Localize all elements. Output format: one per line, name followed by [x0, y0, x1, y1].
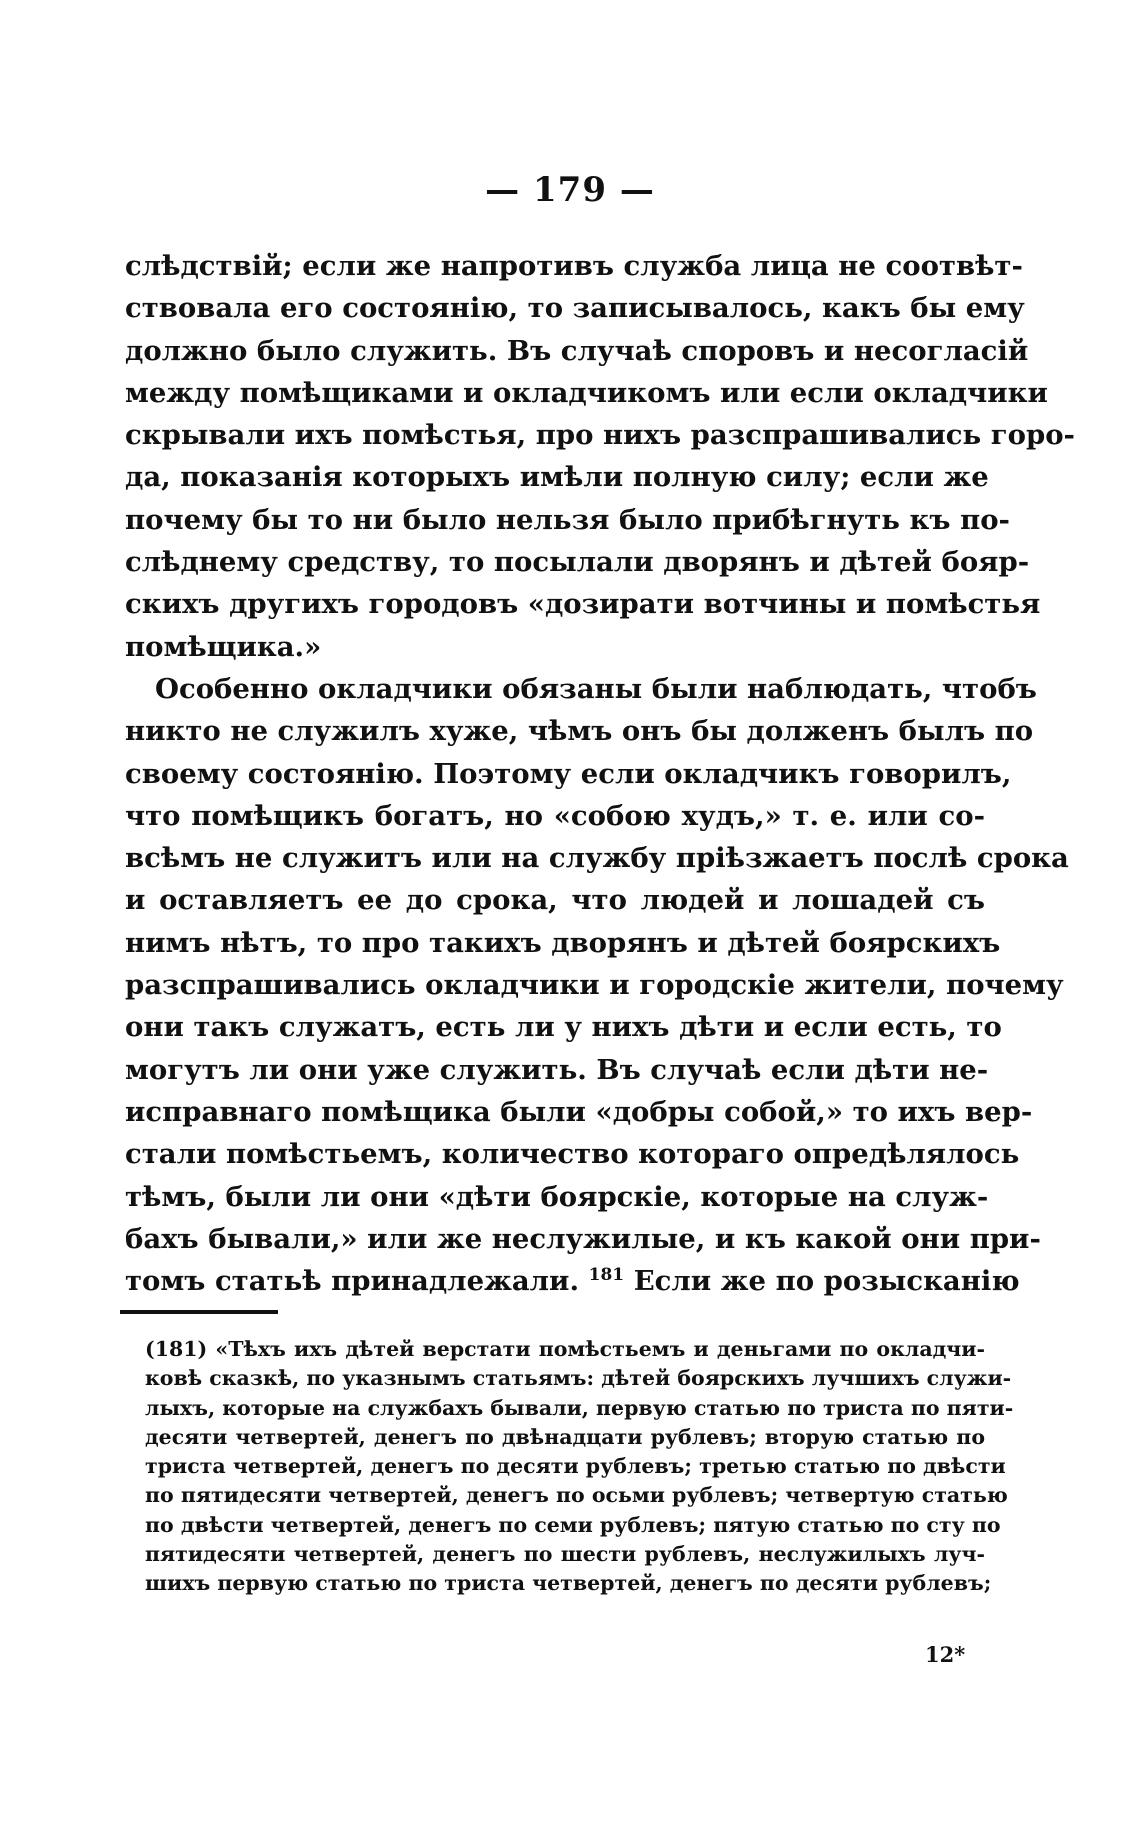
footnote-line: по двѣсти четвертей, денегъ по семи рублевъ; пятую статью по сту по [145, 1512, 1001, 1537]
footnote-divider [120, 1310, 278, 1314]
text-line: должно было служить. Въ случаѣ споровъ и несогласій [125, 334, 1029, 367]
text-line: помѣщика.» [125, 630, 322, 663]
text-line: разспрашивались окладчики и городскіе жители, почему [125, 969, 1064, 1002]
text-line: тѣмъ, были ли они «дѣти боярскіе, которые на служ- [125, 1180, 989, 1213]
page-number: — 179 — [485, 170, 655, 210]
text-line: и оставляетъ ее до срока, что людей и лошадей съ [125, 884, 985, 917]
footnote-line: пятидесяти четвертей, денегъ по шести рублевъ, неслужилыхъ луч- [145, 1542, 985, 1567]
text-line: почему бы то ни было нельзя было прибѣгнуть къ по- [125, 503, 1010, 536]
text-line-start: томъ статьѣ принадлежали. [125, 1265, 580, 1298]
text-line: исправнаго помѣщика были «добры собой,» то ихъ вер- [125, 1095, 1033, 1128]
text-line: ствовала его состоянію, то записывалось, какъ бы ему [125, 292, 1025, 325]
text-line: между помѣщиками и окладчикомъ или если окладчики [125, 376, 1048, 409]
text-line-with-ref [125, 1260, 1020, 1302]
footnote-line: (181) «Тѣхъ ихъ дѣтей верстати помѣстьемъ и деньгами по окладчи- [145, 1337, 985, 1361]
text-line: нимъ нѣтъ, то про такихъ дворянъ и дѣтей боярскихъ [125, 926, 1001, 959]
text-line: слѣднему средству, то посылали дворянъ и дѣтей бояр- [125, 546, 1030, 579]
footnote-reference: 181 [588, 1264, 625, 1285]
footnote-line: по пятидесяти четвертей, денегъ по осьми рублевъ; четвертую статью [145, 1483, 1008, 1508]
text-line-end: Если же по розысканію [633, 1265, 1020, 1298]
main-text [125, 245, 1075, 1302]
text-line: всѣмъ не служитъ или на службу пріѣзжаетъ послѣ срока [125, 842, 1069, 875]
text-line: да, показанія которыхъ имѣли полную силу; если же [125, 461, 989, 494]
text-line: бахъ бывали,» или же неслужилые, и къ какой они при- [125, 1222, 1041, 1255]
footnote [145, 1335, 1014, 1599]
footnote-line: лыхъ, которые на службахъ бывали, первую статью по триста по пяти- [145, 1395, 1014, 1420]
footnote-line: ковѣ сказкѣ, по указнымъ статьямъ: дѣтей боярскихъ лучшихъ служи- [145, 1366, 1012, 1391]
text-line: стали помѣстьемъ, количество котораго опредѣлялось [125, 1138, 1020, 1171]
text-line: слѣдствій; если же напротивъ служба лица не соотвѣт- [125, 250, 1023, 282]
text-line: Особенно окладчики обязаны были наблюдать, чтобъ [155, 672, 1037, 705]
text-line: своему состоянію. Поэтому если окладчикъ говорилъ, [125, 757, 1012, 790]
text-line: они такъ служатъ, есть ли у нихъ дѣти и если есть, то [125, 1011, 1002, 1044]
text-line: могутъ ли они уже служить. Въ случаѣ если дѣти не- [125, 1053, 989, 1086]
text-line: что помѣщикъ богатъ, но «собою худъ,» т. е. или со- [125, 799, 985, 832]
text-line: скихъ другихъ городовъ «дозирати вотчины и помѣстья [125, 588, 1041, 621]
text-line: скрывали ихъ помѣстья, про нихъ разспрашивались горо- [125, 419, 1075, 452]
signature-mark: 12* [925, 1642, 966, 1667]
footnote-line: шихъ первую статью по триста четвертей, денегъ по десяти рублевъ; [145, 1571, 992, 1596]
footnote-line: десяти четвертей, денегъ по двѣнадцати рублевъ; вторую статью по [145, 1424, 985, 1449]
footnote-line: триста четвертей, денегъ по десяти рублевъ; третью статью по двѣсти [145, 1454, 1006, 1479]
text-line: никто не служилъ хуже, чѣмъ онъ бы долженъ былъ по [125, 715, 1034, 748]
